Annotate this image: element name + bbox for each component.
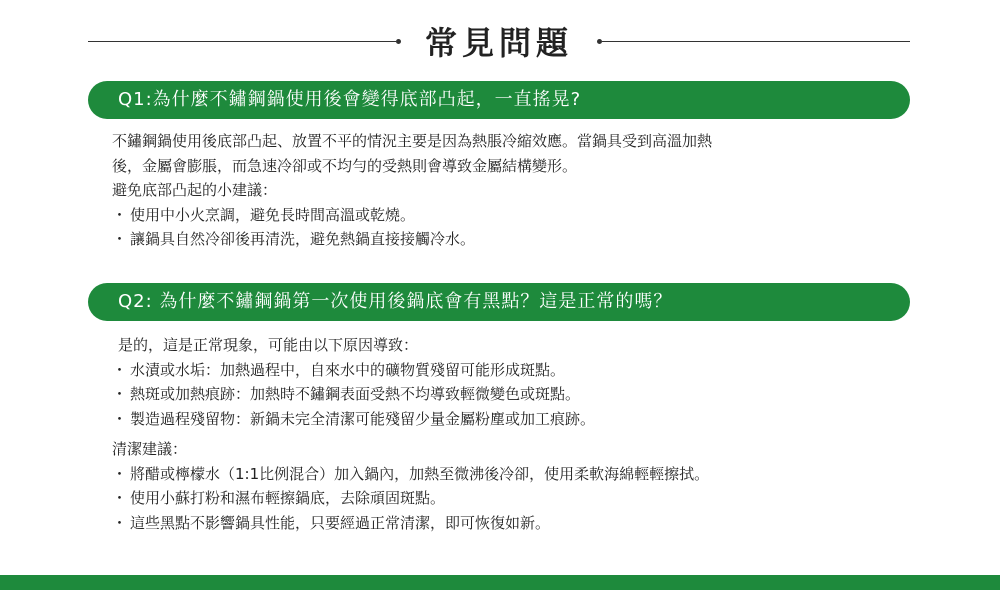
bullet-icon: ・: [112, 360, 128, 379]
list-item-text: 水漬或水垢：加熱過程中，自來水中的礦物質殘留可能形成斑點。: [130, 360, 566, 379]
tips-heading: 清潔建議：: [112, 440, 188, 458]
list-item: [112, 486, 902, 511]
list-item-text: 讓鍋具自然冷卻後再清洗，避免熱鍋直接接觸冷水。: [130, 230, 476, 248]
list-item: [112, 382, 902, 407]
faq-question-2: Q2: 為什麼不鏽鋼鍋第一次使用後鍋底會有黑點？這是正常的嗎？: [88, 283, 910, 321]
list-item: [112, 358, 902, 383]
header-left-line: [88, 41, 396, 42]
footer-bar: [0, 575, 1000, 590]
list-item-text: 這些黑點不影響鍋具性能，只要經過正常清潔，即可恢復如新。: [130, 513, 551, 532]
list-item: [112, 407, 902, 432]
header-right-line: [602, 41, 910, 42]
faq-answer-1: [112, 129, 902, 252]
list-item: [112, 227, 902, 252]
faq-answer-2: [112, 333, 902, 535]
list-item-text: 製造過程殘留物：新鍋未完全清潔可能殘留少量金屬粉塵或加工痕跡。: [130, 409, 596, 428]
faq-question-1: Q1:為什麼不鏽鋼鍋使用後會變得底部凸起，一直搖晃?: [88, 81, 910, 119]
answer-paragraph: 後，金屬會膨脹，而急速冷卻或不均勻的受熱則會導致金屬結構變形。: [112, 156, 578, 175]
bullet-icon: ・: [112, 230, 128, 248]
bullet-icon: ・: [112, 205, 128, 224]
bullet-icon: ・: [112, 513, 128, 532]
answer-intro: 是的，這是正常現象，可能由以下原因導致：: [118, 336, 419, 354]
bullet-icon: ・: [112, 464, 128, 483]
list-item-text: 使用中小火烹調，避免長時間高溫或乾燒。: [130, 205, 416, 224]
page-title: 常見問題: [425, 24, 574, 62]
list-item: [112, 511, 902, 536]
bullet-icon: ・: [112, 489, 128, 507]
bullet-icon: ・: [112, 409, 128, 428]
list-item-text: 熱斑或加熱痕跡：加熱時不鏽鋼表面受熱不均導致輕微變色或斑點。: [130, 385, 581, 403]
bullet-icon: ・: [112, 385, 128, 403]
answer-paragraph: 避免底部凸起的小建議：: [112, 181, 278, 199]
list-item: [112, 462, 902, 487]
list-item-text: 使用小蘇打粉和濕布輕擦鍋底，去除頑固斑點。: [130, 489, 446, 507]
page-header: [88, 18, 910, 64]
answer-paragraph: 不鏽鋼鍋使用後底部凸起、放置不平的情況主要是因為熱脹冷縮效應。當鍋具受到高溫加熱: [112, 132, 713, 150]
list-item-text: 將醋或檸檬水（1:1比例混合）加入鍋內，加熱至微沸後冷卻，使用柔軟海綿輕輕擦拭。: [130, 464, 710, 483]
list-item: [112, 203, 902, 228]
